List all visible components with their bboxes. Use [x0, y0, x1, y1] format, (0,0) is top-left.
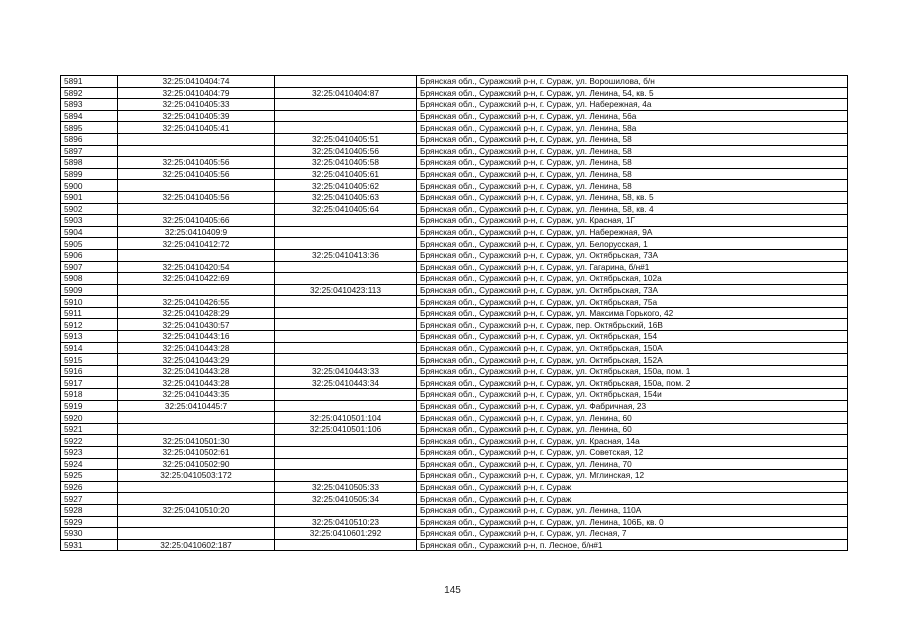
cadastral-number-cell: 32:25:0410405:39: [118, 110, 275, 122]
row-number-cell: 5911: [61, 307, 118, 319]
row-number-cell: 5929: [61, 516, 118, 528]
related-cadastral-number-cell: 32:25:0410405:62: [275, 180, 417, 192]
row-number-cell: 5913: [61, 331, 118, 343]
cadastral-number-cell: 32:25:0410422:69: [118, 273, 275, 285]
table-row: [61, 296, 848, 308]
table-row: [61, 76, 848, 88]
row-number-cell: 5896: [61, 133, 118, 145]
address-cell: Брянская обл., Суражский р-н, г. Сураж: [417, 481, 848, 493]
address-cell: Брянская обл., Суражский р-н, г. Сураж, ул. Ленина, 58: [417, 180, 848, 192]
cadastral-number-cell: 32:25:0410405:41: [118, 122, 275, 134]
address-cell: Брянская обл., Суражский р-н, г. Сураж, пер. Октябрьский, 16В: [417, 319, 848, 331]
address-cell: Брянская обл., Суражский р-н, г. Сураж, ул. Ленина, 60: [417, 423, 848, 435]
table-row: [61, 203, 848, 215]
related-cadastral-number-cell: [275, 504, 417, 516]
table-row: [61, 493, 848, 505]
address-cell: Брянская обл., Суражский р-н, г. Сураж, ул. Ленина, 110А: [417, 504, 848, 516]
row-number-cell: 5900: [61, 180, 118, 192]
address-cell: Брянская обл., Суражский р-н, г. Сураж, ул. Ленина, 58: [417, 145, 848, 157]
cadastral-number-cell: 32:25:0410426:55: [118, 296, 275, 308]
table-row: [61, 458, 848, 470]
related-cadastral-number-cell: [275, 458, 417, 470]
table-row: [61, 191, 848, 203]
row-number-cell: 5891: [61, 76, 118, 88]
address-cell: Брянская обл., Суражский р-н, г. Сураж, ул. Фабричная, 23: [417, 400, 848, 412]
table-row: [61, 377, 848, 389]
page-number: 145: [444, 585, 461, 596]
row-number-cell: 5907: [61, 261, 118, 273]
address-cell: Брянская обл., Суражский р-н, г. Сураж, ул. Красная, 1Г: [417, 215, 848, 227]
address-cell: Брянская обл., Суражский р-н, г. Сураж, ул. Гагарина, б/н#1: [417, 261, 848, 273]
related-cadastral-number-cell: [275, 447, 417, 459]
address-cell: Брянская обл., Суражский р-н, г. Сураж, ул. Ленина, 58, кв. 4: [417, 203, 848, 215]
related-cadastral-number-cell: [275, 296, 417, 308]
address-cell: Брянская обл., Суражский р-н, г. Сураж, ул. Ленина, 58а: [417, 122, 848, 134]
related-cadastral-number-cell: [275, 122, 417, 134]
table-row: [61, 273, 848, 285]
table-row: [61, 226, 848, 238]
table-row: [61, 133, 848, 145]
table-row: [61, 238, 848, 250]
property-table: [60, 75, 848, 551]
address-cell: Брянская обл., Суражский р-н, г. Сураж, ул. Октябрьская, 73А: [417, 284, 848, 296]
cadastral-number-cell: 32:25:0410502:61: [118, 447, 275, 459]
row-number-cell: 5930: [61, 528, 118, 540]
table-row: [61, 249, 848, 261]
table-row: [61, 528, 848, 540]
table-row: [61, 481, 848, 493]
table-row: [61, 470, 848, 482]
cadastral-number-cell: [118, 284, 275, 296]
table-row: [61, 110, 848, 122]
table-row: [61, 215, 848, 227]
address-cell: Брянская обл., Суражский р-н, г. Сураж, ул. Октябрьская, 73А: [417, 249, 848, 261]
cadastral-number-cell: 32:25:0410405:56: [118, 168, 275, 180]
related-cadastral-number-cell: 32:25:0410443:34: [275, 377, 417, 389]
related-cadastral-number-cell: 32:25:0410404:87: [275, 87, 417, 99]
cadastral-number-cell: 32:25:0410602:187: [118, 539, 275, 551]
related-cadastral-number-cell: 32:25:0410413:36: [275, 249, 417, 261]
related-cadastral-number-cell: 32:25:0410405:56: [275, 145, 417, 157]
cadastral-number-cell: [118, 249, 275, 261]
row-number-cell: 5894: [61, 110, 118, 122]
cadastral-number-cell: 32:25:0410502:90: [118, 458, 275, 470]
row-number-cell: 5905: [61, 238, 118, 250]
table-row: [61, 504, 848, 516]
row-number-cell: 5917: [61, 377, 118, 389]
table-row: [61, 412, 848, 424]
address-cell: Брянская обл., Суражский р-н, г. Сураж, ул. Красная, 14а: [417, 435, 848, 447]
cadastral-number-cell: 32:25:0410443:28: [118, 377, 275, 389]
related-cadastral-number-cell: [275, 539, 417, 551]
cadastral-number-cell: [118, 203, 275, 215]
cadastral-number-cell: 32:25:0410405:66: [118, 215, 275, 227]
table-row: [61, 539, 848, 551]
cadastral-number-cell: 32:25:0410430:57: [118, 319, 275, 331]
related-cadastral-number-cell: 32:25:0410501:104: [275, 412, 417, 424]
row-number-cell: 5914: [61, 342, 118, 354]
table-body: [61, 76, 848, 551]
cadastral-number-cell: [118, 423, 275, 435]
row-number-cell: 5901: [61, 191, 118, 203]
row-number-cell: 5899: [61, 168, 118, 180]
cadastral-number-cell: [118, 145, 275, 157]
cadastral-number-cell: 32:25:0410428:29: [118, 307, 275, 319]
address-cell: Брянская обл., Суражский р-н, п. Лесное, б/н#1: [417, 539, 848, 551]
cadastral-number-cell: 32:25:0410405:33: [118, 99, 275, 111]
related-cadastral-number-cell: 32:25:0410510:23: [275, 516, 417, 528]
address-cell: Брянская обл., Суражский р-н, г. Сураж: [417, 493, 848, 505]
cadastral-number-cell: 32:25:0410405:56: [118, 191, 275, 203]
row-number-cell: 5902: [61, 203, 118, 215]
table-row: [61, 447, 848, 459]
address-cell: Брянская обл., Суражский р-н, г. Сураж, ул. Ленина, 70: [417, 458, 848, 470]
table-row: [61, 435, 848, 447]
row-number-cell: 5906: [61, 249, 118, 261]
related-cadastral-number-cell: 32:25:0410505:34: [275, 493, 417, 505]
table-row: [61, 157, 848, 169]
related-cadastral-number-cell: [275, 273, 417, 285]
address-cell: Брянская обл., Суражский р-н, г. Сураж, ул. Лесная, 7: [417, 528, 848, 540]
related-cadastral-number-cell: [275, 319, 417, 331]
related-cadastral-number-cell: [275, 215, 417, 227]
related-cadastral-number-cell: [275, 226, 417, 238]
related-cadastral-number-cell: 32:25:0410423:113: [275, 284, 417, 296]
table-row: [61, 145, 848, 157]
cadastral-number-cell: 32:25:0410404:79: [118, 87, 275, 99]
address-cell: Брянская обл., Суражский р-н, г. Сураж, ул. Октябрьская, 150а, пом. 1: [417, 365, 848, 377]
address-cell: Брянская обл., Суражский р-н, г. Сураж, ул. Ленина, 54, кв. 5: [417, 87, 848, 99]
row-number-cell: 5920: [61, 412, 118, 424]
cadastral-number-cell: 32:25:0410501:30: [118, 435, 275, 447]
related-cadastral-number-cell: [275, 400, 417, 412]
related-cadastral-number-cell: [275, 110, 417, 122]
address-cell: Брянская обл., Суражский р-н, г. Сураж, ул. Ленина, 56а: [417, 110, 848, 122]
cadastral-number-cell: 32:25:0410503:172: [118, 470, 275, 482]
related-cadastral-number-cell: [275, 76, 417, 88]
address-cell: Брянская обл., Суражский р-н, г. Сураж, ул. Набережная, 9А: [417, 226, 848, 238]
address-cell: Брянская обл., Суражский р-н, г. Сураж, ул. Октябрьская, 154: [417, 331, 848, 343]
cadastral-number-cell: 32:25:0410409:9: [118, 226, 275, 238]
cadastral-number-cell: [118, 481, 275, 493]
table-row: [61, 284, 848, 296]
table-row: [61, 87, 848, 99]
related-cadastral-number-cell: 32:25:0410501:106: [275, 423, 417, 435]
cadastral-number-cell: 32:25:0410405:56: [118, 157, 275, 169]
cadastral-number-cell: 32:25:0410443:28: [118, 365, 275, 377]
related-cadastral-number-cell: [275, 342, 417, 354]
address-cell: Брянская обл., Суражский р-н, г. Сураж, ул. Советская, 12: [417, 447, 848, 459]
cadastral-number-cell: [118, 516, 275, 528]
table-row: [61, 180, 848, 192]
related-cadastral-number-cell: 32:25:0410405:61: [275, 168, 417, 180]
related-cadastral-number-cell: [275, 261, 417, 273]
table-row: [61, 389, 848, 401]
table-row: [61, 168, 848, 180]
row-number-cell: 5924: [61, 458, 118, 470]
related-cadastral-number-cell: [275, 99, 417, 111]
related-cadastral-number-cell: [275, 435, 417, 447]
table-row: [61, 400, 848, 412]
cadastral-number-cell: 32:25:0410443:29: [118, 354, 275, 366]
table-row: [61, 261, 848, 273]
address-cell: Брянская обл., Суражский р-н, г. Сураж, ул. Октябрьская, 75а: [417, 296, 848, 308]
row-number-cell: 5928: [61, 504, 118, 516]
row-number-cell: 5912: [61, 319, 118, 331]
cadastral-number-cell: 32:25:0410443:16: [118, 331, 275, 343]
address-cell: Брянская обл., Суражский р-н, г. Сураж, ул. Ворошилова, б/н: [417, 76, 848, 88]
address-cell: Брянская обл., Суражский р-н, г. Сураж, ул. Ленина, 106Б, кв. 0: [417, 516, 848, 528]
row-number-cell: 5916: [61, 365, 118, 377]
related-cadastral-number-cell: [275, 354, 417, 366]
row-number-cell: 5892: [61, 87, 118, 99]
related-cadastral-number-cell: [275, 307, 417, 319]
row-number-cell: 5923: [61, 447, 118, 459]
row-number-cell: 5895: [61, 122, 118, 134]
row-number-cell: 5904: [61, 226, 118, 238]
cadastral-number-cell: [118, 180, 275, 192]
row-number-cell: 5898: [61, 157, 118, 169]
row-number-cell: 5925: [61, 470, 118, 482]
row-number-cell: 5908: [61, 273, 118, 285]
table-row: [61, 99, 848, 111]
row-number-cell: 5915: [61, 354, 118, 366]
table-row: [61, 307, 848, 319]
address-cell: Брянская обл., Суражский р-н, г. Сураж, ул. Ленина, 58: [417, 157, 848, 169]
row-number-cell: 5922: [61, 435, 118, 447]
table-row: [61, 319, 848, 331]
table-row: [61, 342, 848, 354]
table-row: [61, 365, 848, 377]
row-number-cell: 5927: [61, 493, 118, 505]
row-number-cell: 5910: [61, 296, 118, 308]
table-row: [61, 423, 848, 435]
cadastral-number-cell: [118, 412, 275, 424]
row-number-cell: 5909: [61, 284, 118, 296]
cadastral-number-cell: [118, 493, 275, 505]
address-cell: Брянская обл., Суражский р-н, г. Сураж, ул. Белорусская, 1: [417, 238, 848, 250]
address-cell: Брянская обл., Суражский р-н, г. Сураж, ул. Октябрьская, 150А: [417, 342, 848, 354]
table-row: [61, 354, 848, 366]
related-cadastral-number-cell: 32:25:0410505:33: [275, 481, 417, 493]
address-cell: Брянская обл., Суражский р-н, г. Сураж, ул. Максима Горького, 42: [417, 307, 848, 319]
address-cell: Брянская обл., Суражский р-н, г. Сураж, ул. Октябрьская, 102а: [417, 273, 848, 285]
cadastral-number-cell: 32:25:0410510:20: [118, 504, 275, 516]
cadastral-number-cell: 32:25:0410412:72: [118, 238, 275, 250]
cadastral-number-cell: [118, 133, 275, 145]
row-number-cell: 5903: [61, 215, 118, 227]
address-cell: Брянская обл., Суражский р-н, г. Сураж, ул. Октябрьская, 150а, пом. 2: [417, 377, 848, 389]
cadastral-number-cell: 32:25:0410420:54: [118, 261, 275, 273]
cadastral-number-cell: [118, 528, 275, 540]
row-number-cell: 5926: [61, 481, 118, 493]
cadastral-number-cell: 32:25:0410404:74: [118, 76, 275, 88]
address-cell: Брянская обл., Суражский р-н, г. Сураж, ул. Ленина, 58: [417, 168, 848, 180]
related-cadastral-number-cell: 32:25:0410405:58: [275, 157, 417, 169]
cadastral-number-cell: 32:25:0410443:35: [118, 389, 275, 401]
row-number-cell: 5893: [61, 99, 118, 111]
row-number-cell: 5931: [61, 539, 118, 551]
related-cadastral-number-cell: 32:25:0410405:64: [275, 203, 417, 215]
address-cell: Брянская обл., Суражский р-н, г. Сураж, ул. Октябрьская, 152А: [417, 354, 848, 366]
address-cell: Брянская обл., Суражский р-н, г. Сураж, ул. Ленина, 60: [417, 412, 848, 424]
cadastral-number-cell: 32:25:0410443:28: [118, 342, 275, 354]
related-cadastral-number-cell: [275, 331, 417, 343]
related-cadastral-number-cell: 32:25:0410405:51: [275, 133, 417, 145]
address-cell: Брянская обл., Суражский р-н, г. Сураж, ул. Ленина, 58, кв. 5: [417, 191, 848, 203]
related-cadastral-number-cell: [275, 389, 417, 401]
cadastral-number-cell: 32:25:0410445:7: [118, 400, 275, 412]
address-cell: Брянская обл., Суражский р-н, г. Сураж, ул. Ленина, 58: [417, 133, 848, 145]
related-cadastral-number-cell: [275, 238, 417, 250]
row-number-cell: 5921: [61, 423, 118, 435]
address-cell: Брянская обл., Суражский р-н, г. Сураж, ул. Октябрьская, 154и: [417, 389, 848, 401]
address-cell: Брянская обл., Суражский р-н, г. Сураж, ул. Мглинская, 12: [417, 470, 848, 482]
related-cadastral-number-cell: [275, 470, 417, 482]
table-row: [61, 122, 848, 134]
address-cell: Брянская обл., Суражский р-н, г. Сураж, ул. Набережная, 4а: [417, 99, 848, 111]
related-cadastral-number-cell: 32:25:0410443:33: [275, 365, 417, 377]
table-row: [61, 331, 848, 343]
related-cadastral-number-cell: 32:25:0410601:292: [275, 528, 417, 540]
row-number-cell: 5897: [61, 145, 118, 157]
row-number-cell: 5918: [61, 389, 118, 401]
table-row: [61, 516, 848, 528]
related-cadastral-number-cell: 32:25:0410405:63: [275, 191, 417, 203]
row-number-cell: 5919: [61, 400, 118, 412]
